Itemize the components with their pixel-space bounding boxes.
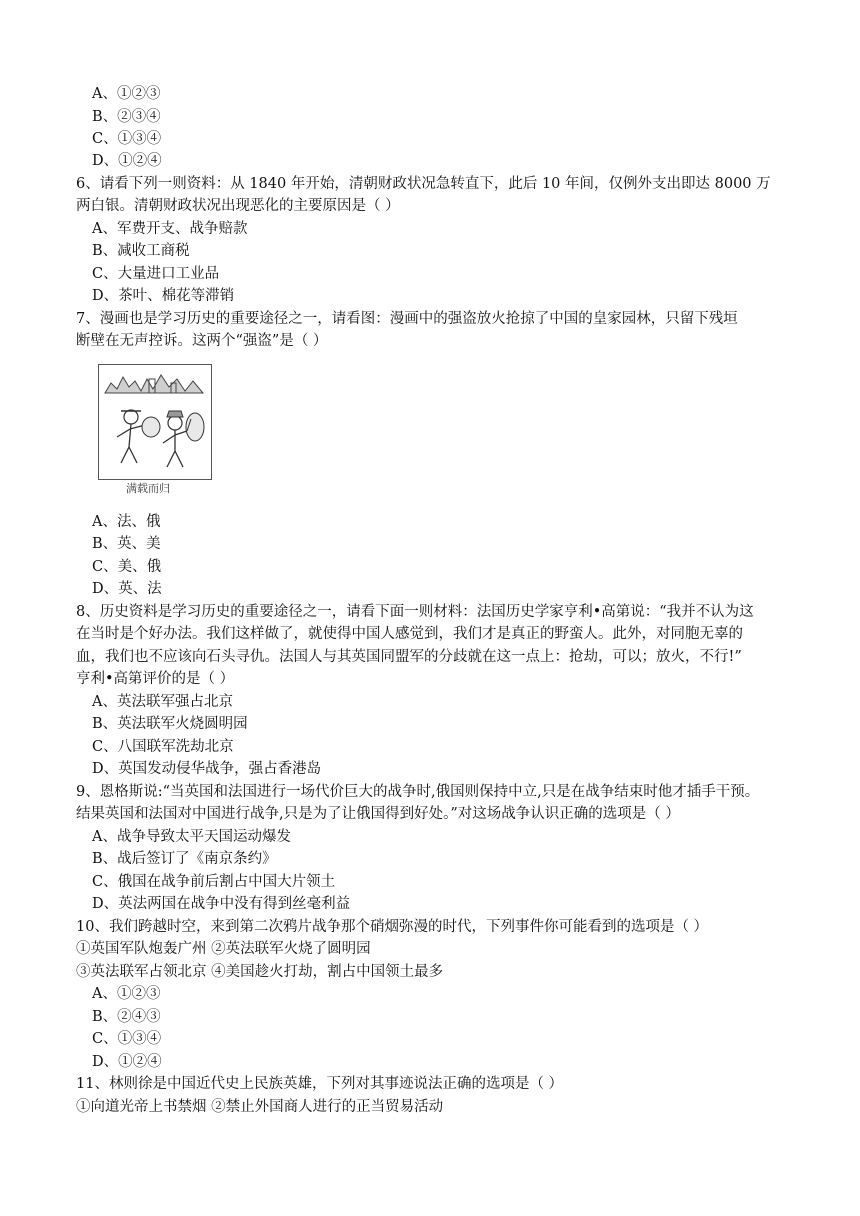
q11-stem-line1: 11、林则徐是中国近代史上民族英雄，下列对其事迹说法正确的选项是（ ） (76, 1076, 564, 1092)
q7-option-a: A、法、俄 (92, 514, 161, 530)
q9-option-c: C、俄国在战争前后割占中国大片领土 (92, 874, 336, 890)
cartoon-caption: 满载而归 (126, 482, 170, 495)
q5-option-b: B、②③④ (92, 109, 161, 125)
q10-option-d: D、①②④ (92, 1054, 162, 1070)
q5-option-c: C、①③④ (92, 131, 162, 147)
q6-stem-line2: 两白银。清朝财政状况出现恶化的主要原因是（ ） (76, 198, 400, 214)
q9-option-b: B、战后签订了《南京条约》 (92, 851, 277, 867)
q10-sub-line2: ③英法联军占领北京 ④美国趁火打劫，割占中国领土最多 (76, 964, 444, 980)
q7-stem-line1: 7、漫画也是学习历史的重要途径之一，请看图：漫画中的强盗放火抢掠了中国的皇家园林，只留下残垣 (76, 311, 738, 327)
q11-sub-line1: ①向道光帝上书禁烟 ②禁止外国商人进行的正当贸易活动 (76, 1099, 444, 1115)
q8-stem-line1: 8、历史资料是学习历史的重要途径之一，请看下面一则材料：法国历史学家亨利•高第说：“我并不认为这 (76, 604, 754, 620)
q6-stem-line1: 6、请看下列一则资料：从 1840 年开始，清朝财政状况急转直下，此后 10 年间，仅例外支出即达 8000 万 (76, 176, 771, 192)
q8-option-b: B、英法联军火烧圆明园 (92, 716, 248, 732)
q10-option-a: A、①②③ (92, 986, 161, 1002)
q7-option-b: B、英、美 (92, 536, 161, 552)
cartoon-image (98, 364, 212, 480)
cartoon-figure (98, 364, 212, 496)
q5-option-a: A、①②③ (92, 86, 161, 102)
q6-option-d: D、茶叶、棉花等滞销 (92, 288, 235, 304)
q9-stem-line1: 9、恩格斯说:“当英国和法国进行一场代价巨大的战争时,俄国则保持中立,只是在战争结束时他才插手干预。 (76, 784, 760, 800)
q9-option-a: A、战争导致太平天国运动爆发 (92, 829, 291, 845)
q9-stem-line2: 结果英国和法国对中国进行战争,只是为了让俄国得到好处。”对这场战争认识正确的选项是（ ） (76, 806, 680, 822)
q5-option-d: D、①②④ (92, 153, 162, 169)
q8-option-a: A、英法联军强占北京 (92, 694, 233, 710)
q6-option-a: A、军费开支、战争赔款 (92, 221, 248, 237)
q7-stem-line2: 断壁在无声控诉。这两个“强盗”是（ ） (76, 333, 328, 349)
q10-option-c: C、①③④ (92, 1031, 162, 1047)
q6-option-b: B、减收工商税 (92, 243, 190, 259)
q8-stem-line2: 在当时是个好办法。我们这样做了，就使得中国人感觉到，我们才是真正的野蛮人。此外，对同胞无辜的 (76, 626, 743, 642)
q6-option-c: C、大量进口工业品 (92, 266, 220, 282)
q10-sub-line1: ①英国军队炮轰广州 ②英法联军火烧了圆明园 (76, 941, 371, 957)
q10-option-b: B、②④③ (92, 1009, 161, 1025)
q10-stem-line1: 10、我们跨越时空，来到第二次鸦片战争那个硝烟弥漫的时代，下列事件你可能看到的选项是（ ） (76, 919, 709, 935)
q8-stem-line4: 亨利•高第评价的是（ ） (76, 671, 235, 687)
q9-option-d: D、英法两国在战争中没有得到丝毫利益 (92, 896, 351, 912)
q7-option-c: C、美、俄 (92, 559, 162, 575)
q8-stem-line3: 血，我们也不应该向石头寻仇。法国人与其英国同盟军的分歧就在这一点上：抢劫，可以；放火，不行!” (76, 649, 742, 665)
q7-option-d: D、英、法 (92, 581, 162, 597)
q8-option-d: D、英国发动侵华战争，强占香港岛 (92, 761, 322, 777)
q8-option-c: C、八国联军洗劫北京 (92, 739, 234, 755)
